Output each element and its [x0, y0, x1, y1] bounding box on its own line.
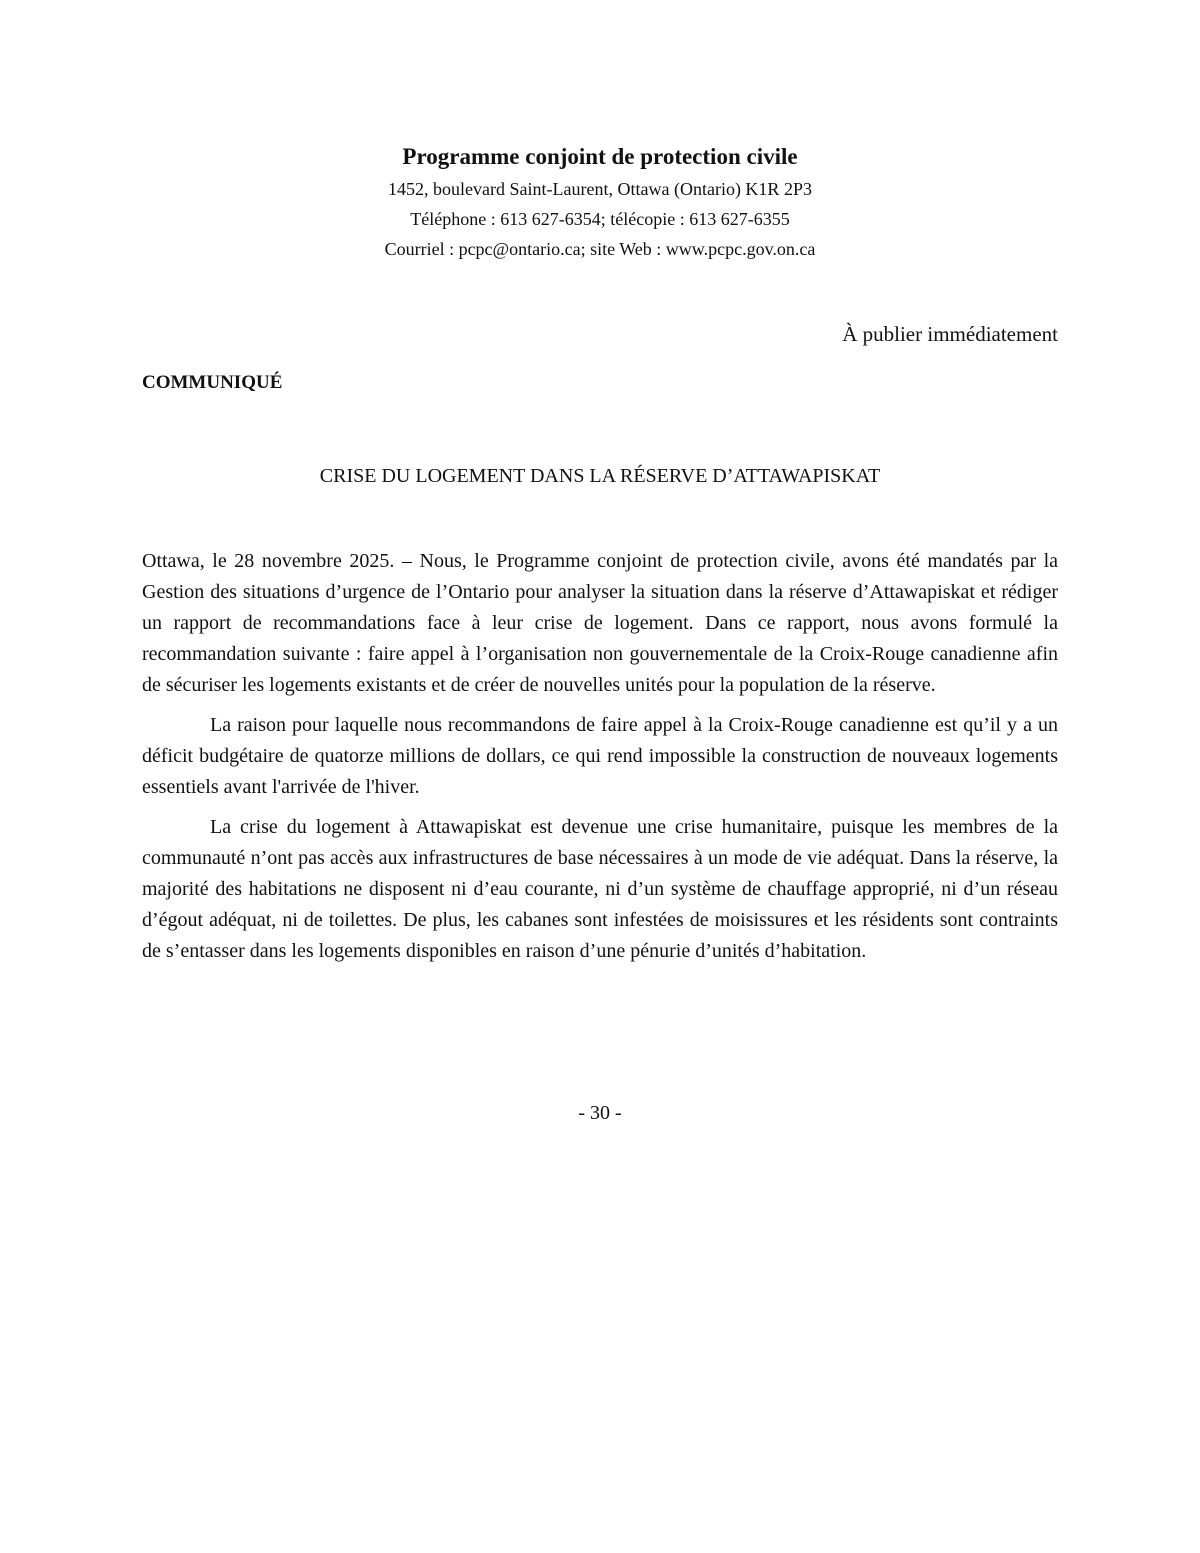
paragraph-budget: La raison pour laquelle nous recommandons de faire appel à la Croix-Rouge canadienne est qu’il y a un déficit budgétaire de quatorze millions de dollars, ce qui rend impossible la construction de nouveaux logements essentiels avant l'arrivée de l'hiver. — [142, 714, 1058, 798]
organization-name: Programme conjoint de protection civile — [402, 144, 798, 169]
letterhead — [142, 140, 1058, 264]
paragraph-crisis: La crise du logement à Attawapiskat est devenue une crise humanitaire, puisque les membres de la communauté n’ont pas accès aux infrastructures de base nécessaires à un mode de vie adéquat. Dans la réserve, la majorité des habitations ne disposent ni d’eau courante, ni d’un système de chauffage approprié, ni d’un réseau d’égout adéquat, ni de toilettes. De plus, les cabanes sont infestées de moisissures et les résidents sont contraints de s’entasser dans les logements disponibles en raison d’une pénurie d’unités d’habitation. — [142, 816, 1058, 962]
paragraph-intro: Ottawa, le 28 novembre 2025. – Nous, le Programme conjoint de protection civile, avons été mandatés par la Gestion des situations d’urgence de l’Ontario pour analyser la situation dans la réserve d’Attawapiskat et rédiger un rapport de recommandations face à leur crise de logement. Dans ce rapport, nous avons formulé la recommandation suivante : faire appel à l’organisation non gouvernementale de la Croix-Rouge canadienne afin de sécuriser les logements existants et de créer de nouvelles unités pour la population de la réserve. — [142, 550, 1058, 696]
document-type: COMMUNIQUÉ — [142, 372, 283, 393]
release-note: À publier immédiatement — [842, 322, 1058, 346]
phone-fax-line: Téléphone : 613 627-6354; télécopie : 613 627-6355 — [410, 209, 790, 229]
email-web-line: Courriel : pcpc@ontario.ca; site Web : www.pcpc.gov.on.ca — [384, 239, 816, 259]
end-marker: - 30 - — [578, 1102, 622, 1124]
body-text — [142, 546, 1058, 976]
headline: CRISE DU LOGEMENT DANS LA RÉSERVE D’ATTAWAPISKAT — [319, 465, 881, 487]
address-line: 1452, boulevard Saint-Laurent, Ottawa (Ontario) K1R 2P3 — [388, 179, 812, 199]
